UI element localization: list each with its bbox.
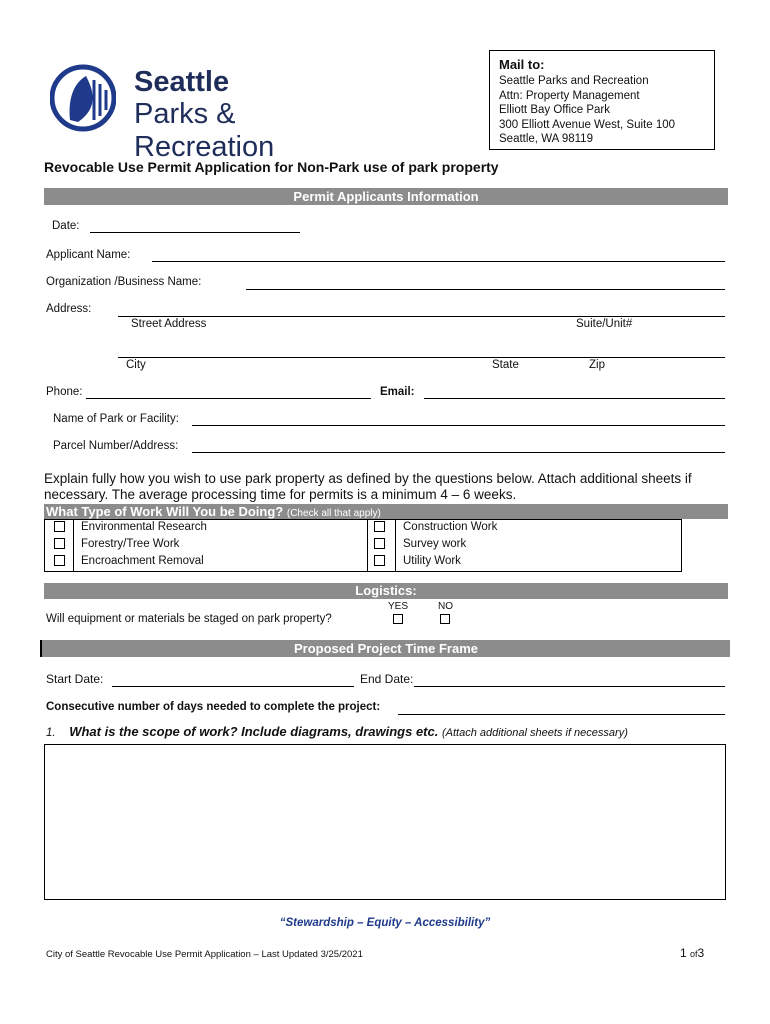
total-pages: 3 — [697, 946, 705, 960]
applicant-section-header: Permit Applicants Information — [44, 188, 728, 205]
construction-checkbox[interactable] — [374, 521, 385, 532]
logistics-header: Logistics: — [44, 583, 728, 599]
work-type-title: What Type of Work Will You be Doing? — [46, 504, 284, 519]
suite-caption: Suite/Unit# — [576, 318, 633, 330]
forestry-checkbox[interactable] — [54, 538, 65, 549]
mail-line: Elliott Bay Office Park — [499, 104, 610, 116]
document-title: Revocable Use Permit Application for Non-Park use of park property — [44, 159, 499, 175]
staging-yes-checkbox[interactable] — [393, 614, 403, 624]
scope-question — [46, 724, 628, 739]
zip-caption: Zip — [589, 359, 605, 371]
instructions-text: Explain fully how you wish to use park property as defined by the questions below. Attach additional sheets if necessary. The average processing time for permits is a minimum 4 – 6 weeks. — [44, 471, 692, 502]
end-date-label: End Date: — [360, 672, 414, 686]
logo-subtitle: Parks & Recreation — [134, 98, 275, 163]
phone-label: Phone: — [46, 386, 83, 398]
utility-label: Utility Work — [403, 555, 461, 567]
environmental-research-checkbox[interactable] — [54, 521, 65, 532]
work-type-header — [44, 504, 728, 519]
address-label: Address: — [46, 303, 92, 315]
mail-line: Seattle Parks and Recreation — [499, 75, 649, 87]
mail-to-title: Mail to: — [499, 57, 545, 72]
mail-line: Attn: Property Management — [499, 89, 640, 102]
page-of: of — [690, 949, 698, 959]
no-label: NO — [438, 601, 453, 612]
staging-no-checkbox[interactable] — [440, 614, 450, 624]
mail-to-box — [489, 50, 715, 150]
construction-label: Construction Work — [403, 521, 498, 533]
environmental-research-label: Environmental Research — [81, 521, 207, 533]
utility-checkbox[interactable] — [374, 555, 385, 566]
footer-text: City of Seattle Revocable Use Permit Application – Last Updated 3/25/2021 — [46, 949, 363, 960]
organization-label: Organization /Business Name: — [46, 276, 202, 288]
email-field[interactable] — [424, 398, 725, 399]
applicant-name-field[interactable] — [152, 261, 725, 262]
seattle-logo-icon — [50, 62, 116, 134]
city-state-zip-field[interactable] — [118, 357, 725, 358]
survey-checkbox[interactable] — [374, 538, 385, 549]
parcel-label: Parcel Number/Address: — [53, 440, 179, 452]
email-label: Email: — [380, 386, 415, 398]
scope-question-text: What is the scope of work? Include diagrams, drawings etc. — [69, 724, 439, 739]
state-caption: State — [492, 359, 519, 371]
city-caption: City — [126, 359, 146, 371]
phone-field[interactable] — [86, 398, 371, 399]
park-name-field[interactable] — [192, 425, 725, 426]
applicant-name-label: Applicant Name: — [46, 249, 131, 261]
end-date-field[interactable] — [414, 686, 725, 687]
seattle-parks-logo — [50, 62, 380, 163]
date-label: Date: — [52, 220, 80, 232]
timeframe-header: Proposed Project Time Frame — [40, 640, 730, 657]
days-needed-field[interactable] — [398, 714, 725, 715]
start-date-label: Start Date: — [46, 672, 104, 686]
scope-number: 1. — [46, 727, 56, 739]
logo-title: Seattle — [134, 66, 230, 98]
organization-field[interactable] — [246, 289, 725, 290]
days-needed-label: Consecutive number of days needed to complete the project: — [46, 701, 381, 713]
street-address-field[interactable] — [118, 316, 725, 317]
scope-textarea[interactable] — [44, 744, 726, 900]
mail-line: 300 Elliott Avenue West, Suite 100 — [499, 118, 676, 131]
parcel-field[interactable] — [192, 452, 725, 453]
start-date-field[interactable] — [112, 686, 354, 687]
survey-label: Survey work — [403, 538, 467, 550]
mail-line: Seattle, WA 98119 — [499, 133, 593, 145]
encroachment-label: Encroachment Removal — [81, 555, 204, 567]
date-field[interactable] — [90, 232, 300, 233]
motto: “Stewardship – Equity – Accessibility” — [279, 917, 491, 929]
work-type-note: (Check all that apply) — [286, 508, 381, 519]
yes-label: YES — [388, 601, 409, 612]
street-address-caption: Street Address — [131, 318, 207, 330]
forestry-label: Forestry/Tree Work — [81, 538, 180, 550]
page-number — [680, 946, 704, 960]
current-page: 1 — [680, 946, 687, 960]
scope-note: (Attach additional sheets if necessary) — [441, 727, 628, 739]
park-name-label: Name of Park or Facility: — [53, 413, 179, 425]
encroachment-checkbox[interactable] — [54, 555, 65, 566]
staging-question: Will equipment or materials be staged on park property? — [46, 613, 332, 625]
